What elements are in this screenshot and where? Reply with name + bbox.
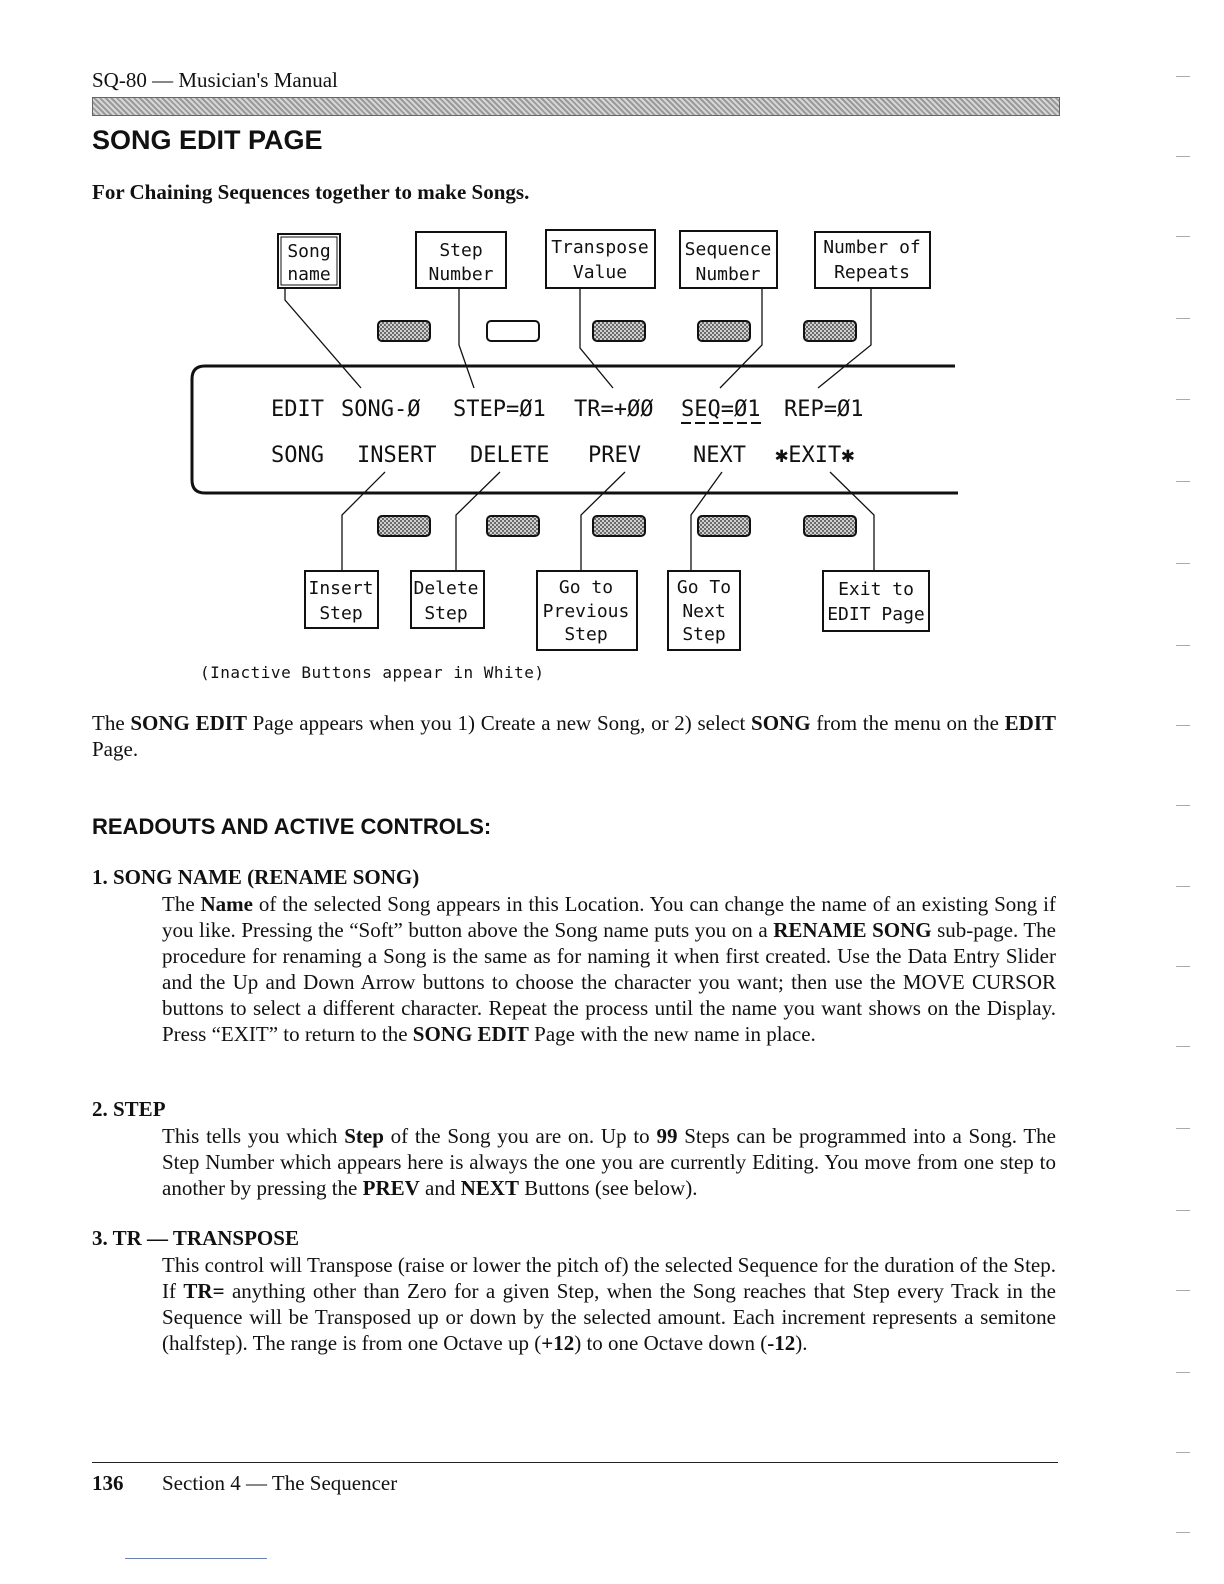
- scan-underline-mark: [125, 1558, 267, 1559]
- callout-song-name-line2: name: [287, 264, 331, 285]
- margin-tick: [1176, 1290, 1190, 1291]
- callout-sequence-number-line2: Number: [695, 264, 761, 285]
- margin-tick: [1176, 399, 1190, 400]
- margin-tick: [1176, 318, 1190, 319]
- callout-exit-line1: Exit to: [838, 579, 914, 600]
- lcd-transpose-readout: TR=+ØØ: [574, 397, 654, 422]
- callout-sequence-number-line1: Sequence: [684, 239, 772, 260]
- margin-tick: [1176, 156, 1190, 157]
- item-step-body: This tells you which Step of the Song you are on. Up to 99 Steps can be programmed into a Song. The Step Number which appears here is always the one you are currently Editing. You move from one step to another by pressing the PREV and NEXT Buttons (see below).: [162, 1124, 1056, 1200]
- callout-step-number-line1: Step: [439, 240, 483, 261]
- margin-tick: [1176, 1372, 1190, 1373]
- callout-delete-step: [411, 571, 484, 628]
- callout-transpose-value: [546, 230, 655, 288]
- page-title: SONG EDIT PAGE: [92, 125, 323, 155]
- bottom-soft-button-3[interactable]: [593, 516, 645, 536]
- item-step-title: 2. STEP: [92, 1097, 166, 1121]
- margin-tick: [1176, 1452, 1190, 1453]
- diagram-caption: (Inactive Buttons appear in White): [200, 663, 545, 682]
- margin-tick: [1176, 725, 1190, 726]
- item-transpose-title: 3. TR — TRANSPOSE: [92, 1226, 299, 1250]
- page-subtitle: For Chaining Sequences together to make Songs.: [92, 180, 530, 204]
- margin-tick: [1176, 645, 1190, 646]
- callout-song-name: [278, 234, 340, 288]
- song-edit-display-diagram: [0, 0, 1224, 700]
- callout-go-to-previous-step: [537, 571, 637, 650]
- margin-tick: [1176, 236, 1190, 237]
- callout-transpose-value-line2: Value: [572, 262, 628, 283]
- footer-rule: [92, 1462, 1058, 1463]
- intro-paragraph: The SONG EDIT Page appears when you 1) Create a new Song, or 2) select SONG from the menu on the EDIT Page.: [92, 711, 1056, 761]
- callout-step-number-line2: Number: [428, 264, 494, 285]
- callout-number-of-repeats-line1: Number of: [823, 237, 921, 258]
- callout-insert-step: [305, 571, 378, 628]
- callout-insert-step-line2: Step: [319, 603, 363, 624]
- margin-tick: [1176, 481, 1190, 482]
- callout-delete-step-line1: Delete: [413, 578, 479, 599]
- item-song-name-title: 1. SONG NAME (RENAME SONG): [92, 865, 420, 889]
- margin-tick: [1176, 76, 1190, 77]
- bottom-soft-button-5[interactable]: [804, 516, 856, 536]
- top-leader-lines: [285, 288, 871, 388]
- callout-next-line3: Step: [682, 624, 726, 645]
- lcd-prev-label: PREV: [588, 443, 641, 468]
- callout-insert-step-line1: Insert: [308, 578, 374, 599]
- lcd-repeat-readout: REP=Ø1: [784, 397, 864, 422]
- margin-tick: [1176, 1046, 1190, 1047]
- callout-exit-to-edit-page: [823, 571, 929, 631]
- callout-exit-line2: EDIT Page: [827, 604, 925, 625]
- callout-next-line1: Go To: [676, 577, 732, 598]
- callout-number-of-repeats: [815, 232, 930, 288]
- top-soft-button-5[interactable]: [804, 321, 856, 341]
- callout-delete-step-line2: Step: [424, 603, 468, 624]
- callout-step-number: [416, 232, 506, 288]
- margin-tick: [1176, 805, 1190, 806]
- item-transpose-body: This control will Transpose (raise or lower the pitch of) the selected Sequence for the duration of the Step. If TR= anything other than Zero for a given Step, when the Song reaches that Step every Track in the Sequence will be Transposed up or down by the selected amount. Each increment represents a semitone (halfstep). The range is from one Octave up (+12) to one Octave down (-12).: [162, 1253, 1056, 1355]
- lcd-display-frame: [192, 366, 958, 493]
- lcd-insert-label: INSERT: [357, 443, 437, 468]
- margin-tick: [1176, 1532, 1190, 1533]
- bottom-soft-button-1[interactable]: [378, 516, 430, 536]
- lcd-delete-label: DELETE: [470, 443, 550, 468]
- margin-tick: [1176, 886, 1190, 887]
- lcd-next-label: NEXT: [693, 443, 746, 468]
- margin-tick: [1176, 563, 1190, 564]
- lcd-row-1: [271, 397, 863, 423]
- footer-section-label: Section 4 — The Sequencer: [162, 1471, 398, 1495]
- section-heading: READOUTS AND ACTIVE CONTROLS:: [92, 814, 492, 839]
- top-soft-button-1[interactable]: [378, 321, 430, 341]
- callout-next-line2: Next: [682, 601, 726, 622]
- margin-tick: [1176, 1128, 1190, 1129]
- bottom-soft-button-2[interactable]: [487, 516, 539, 536]
- lcd-song-menu-label: SONG: [271, 443, 324, 468]
- callout-previous-line1: Go to: [558, 577, 614, 598]
- callout-number-of-repeats-line2: Repeats: [834, 262, 910, 283]
- lcd-exit-label: ✱EXIT✱: [775, 443, 855, 468]
- item-song-name-body: The Name of the selected Song appears in this Location. You can change the name of an existing Song if you like. Pressing the “Soft” button above the Song name puts you on a RENAME SONG sub-page. The procedure for renaming a Song is the same as for naming it when first created. Use the Data Entry Slider and the Up and Down Arrow buttons to choose the character you want; then use the MOVE CURSOR buttons to select a different character. Repeat the process until the name you want shows on the Display. Press “EXIT” to return to the SONG EDIT Page with the new name in place.: [162, 892, 1056, 1046]
- lcd-row-2: [271, 443, 854, 468]
- callout-go-to-next-step: [668, 571, 740, 650]
- lcd-sequence-readout: SEQ=Ø1: [681, 397, 761, 422]
- callout-song-name-line1: Song: [287, 241, 331, 262]
- top-soft-button-3[interactable]: [593, 321, 645, 341]
- lcd-step-readout: STEP=Ø1: [453, 397, 546, 422]
- bottom-soft-button-4[interactable]: [698, 516, 750, 536]
- margin-tick: [1176, 966, 1190, 967]
- callout-previous-line2: Previous: [542, 601, 630, 622]
- callout-sequence-number: [680, 231, 777, 288]
- callout-previous-line3: Step: [564, 624, 608, 645]
- margin-tick: [1176, 1210, 1190, 1211]
- running-header: SQ-80 — Musician's Manual: [92, 68, 338, 92]
- page-number: 136: [92, 1471, 124, 1495]
- top-soft-button-4[interactable]: [698, 321, 750, 341]
- top-soft-button-2-inactive[interactable]: [487, 321, 539, 341]
- lcd-song-readout: SONG-Ø: [341, 397, 421, 422]
- callout-transpose-value-line1: Transpose: [551, 237, 649, 258]
- lcd-edit-label: EDIT: [271, 397, 324, 422]
